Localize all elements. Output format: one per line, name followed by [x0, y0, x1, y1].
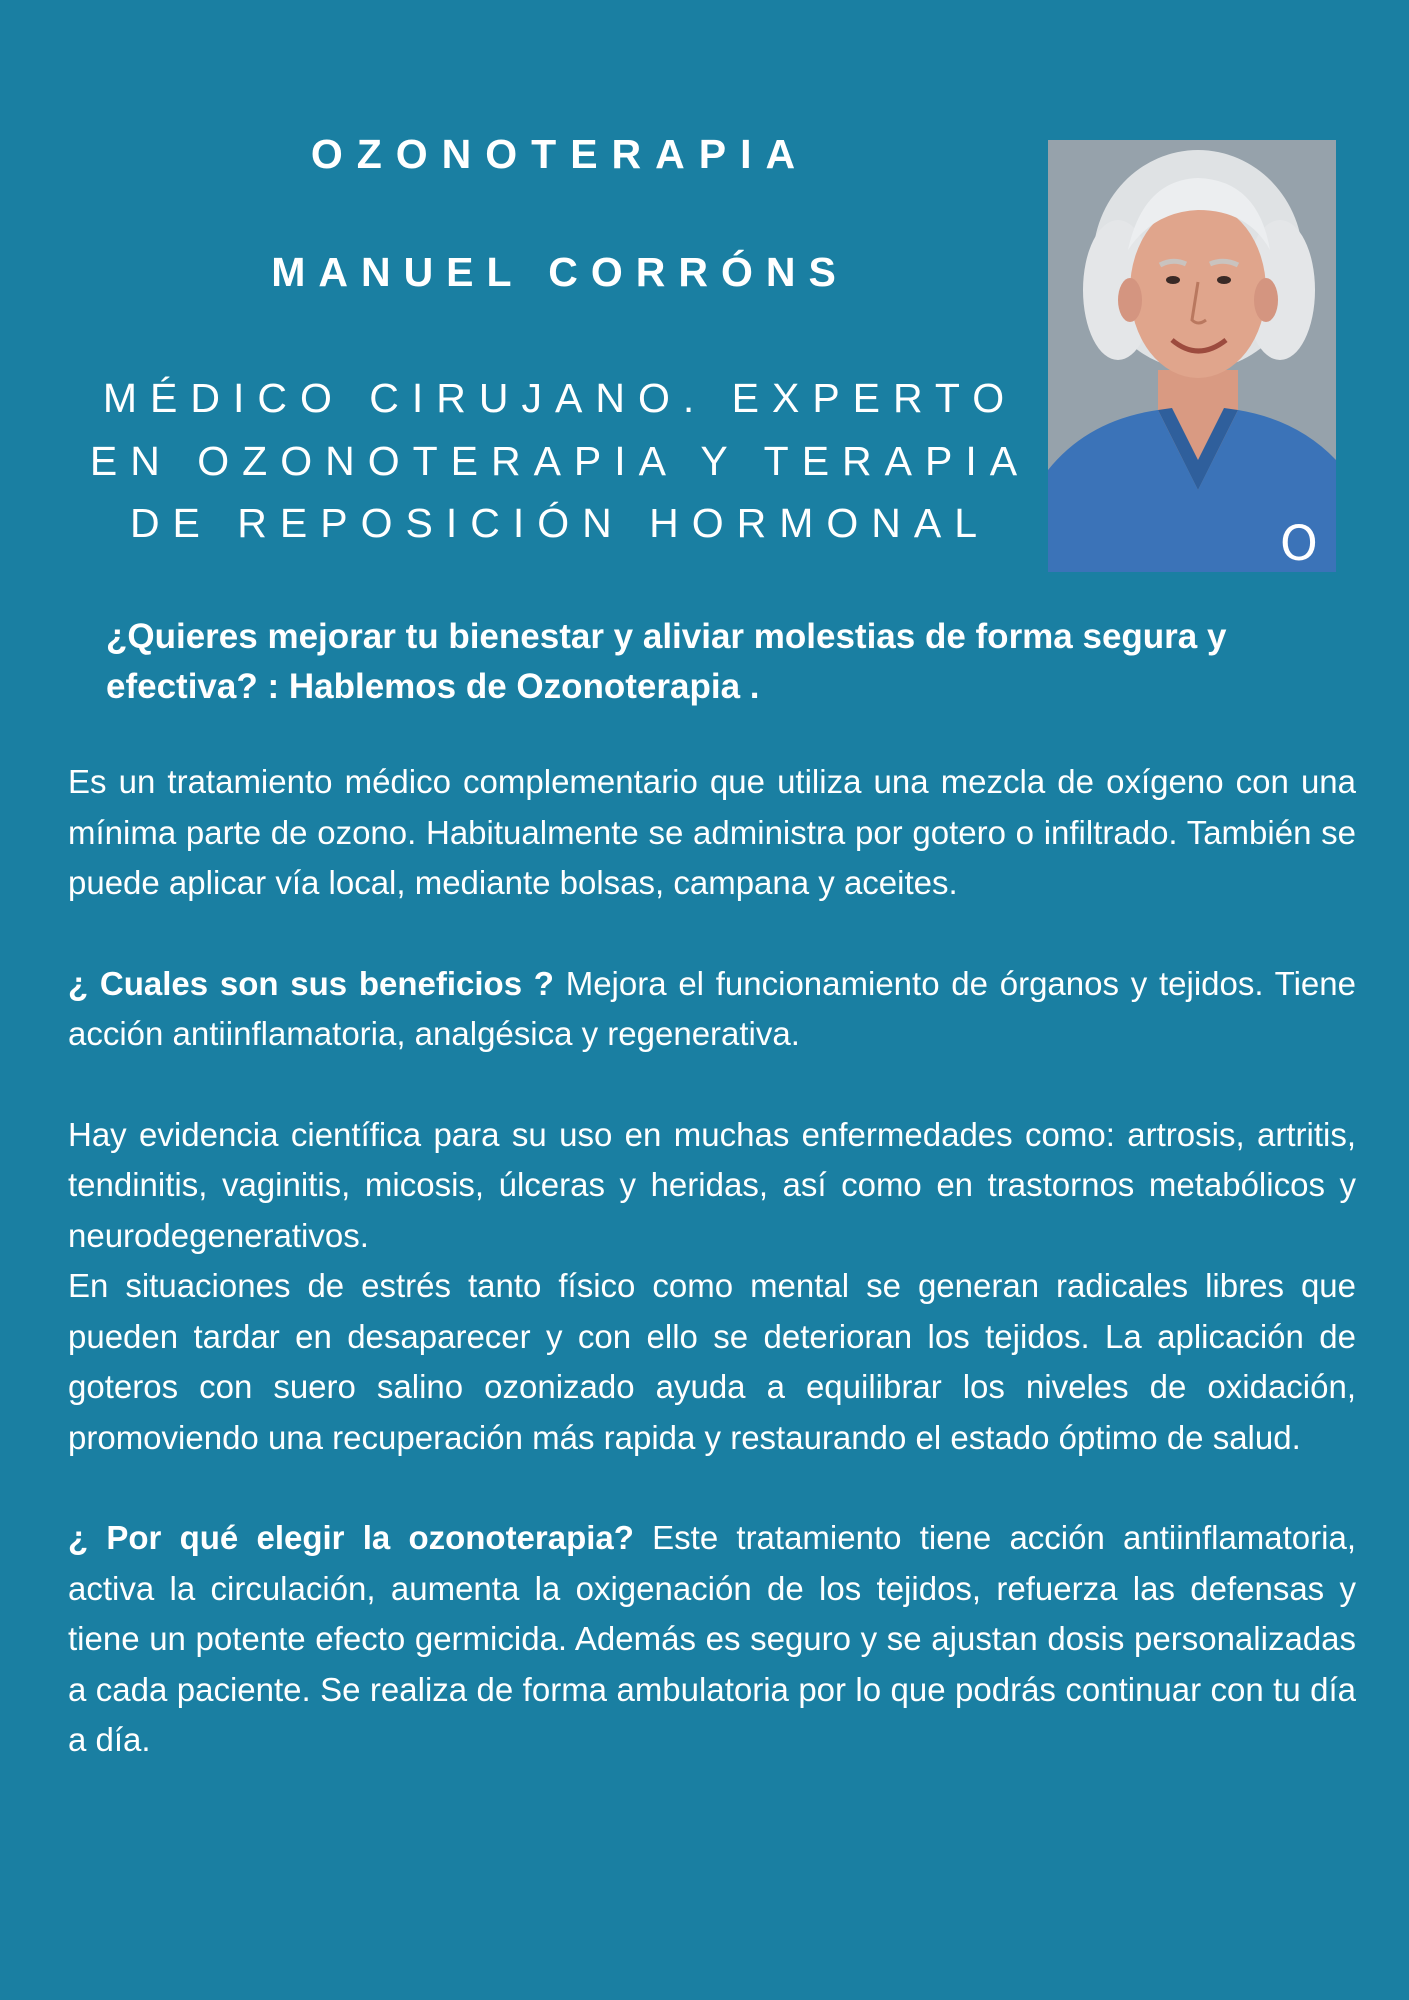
doctor-portrait	[1048, 140, 1336, 572]
benefits-paragraph	[68, 959, 1356, 1060]
stress-paragraph: En situaciones de estrés tanto físico como mental se generan radicales libres que pueden tardar en desaparecer y con ello se deterioran los tejidos. La aplicación de goteros con suero salino ozonizado ayuda a equilibrar los niveles de oxidación, promoviendo una recuperación más rapida y restaurando el estado óptimo de salud.	[68, 1267, 1356, 1456]
header-block	[80, 130, 1040, 554]
doctor-credentials: MÉDICO CIRUJANO. EXPERTO EN OZONOTERAPIA Y TERAPIA DE REPOSICIÓN HORMONAL	[89, 375, 1031, 546]
benefits-text: Mejora el funcionamiento de órganos y tejidos. Tiene acción antiinflamatoria, analgésica y regenerativa.	[68, 964, 1356, 1052]
doctor-portrait-illustration	[1048, 140, 1336, 572]
evidence-paragraph: Hay evidencia científica para su uso en muchas enfermedades como: artrosis, artritis, tendinitis, vaginitis, micosis, úlceras y heridas, así como en trastornos metabólicos y neurodegenerativos.	[68, 1115, 1356, 1254]
why-paragraph	[68, 1513, 1356, 1766]
doctor-name: MANUEL CORRÓNS	[271, 249, 849, 296]
body-text	[68, 757, 1356, 1766]
benefits-heading: ¿ Cuales son sus beneficios ?	[68, 964, 554, 1002]
definition-paragraph: Es un tratamiento médico complementario que utiliza una mezcla de oxígeno con una mínima parte de ozono. Habitualmente se administra por gotero o infiltrado. También se puede aplicar vía local, mediante bolsas, campana y aceites.	[68, 763, 1356, 901]
why-heading: ¿ Por qué elegir la ozonoterapia?	[68, 1519, 634, 1556]
intro-question: ¿Quieres mejorar tu bienestar y aliviar molestias de forma segura y efectiva? : Hablemos de Ozonoterapia .	[106, 617, 1227, 706]
document-title: OZONOTERAPIA	[310, 131, 810, 177]
why-text: Este tratamiento tiene acción antiinflamatoria, activa la circulación, aumenta la oxigenación de los tejidos, refuerza las defensas y tiene un potente efecto germicida. Además es seguro y se ajustan dosis personalizadas a cada paciente. Se realiza de forma ambulatoria por lo que podrás continuar con tu día a día.	[68, 1519, 1357, 1758]
clinic-logo-mark: O	[1280, 516, 1318, 572]
